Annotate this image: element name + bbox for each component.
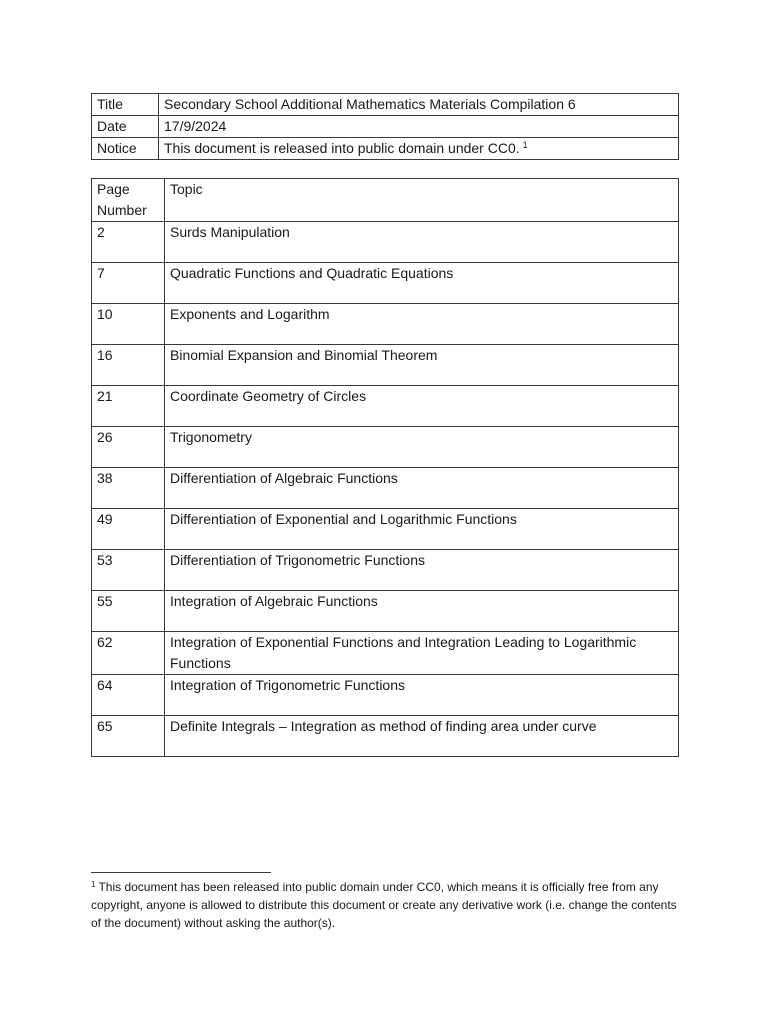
toc-topic: Differentiation of Algebraic Functions <box>165 468 679 509</box>
document-info-table <box>91 93 679 160</box>
date-label: Date <box>92 116 159 138</box>
table-row <box>92 386 679 427</box>
notice-label: Notice <box>92 138 159 160</box>
table-row <box>92 716 679 757</box>
toc-page-number: 38 <box>92 468 165 509</box>
toc-topic: Differentiation of Trigonometric Functions <box>165 550 679 591</box>
toc-page-number: 62 <box>92 632 165 675</box>
table-row <box>92 550 679 591</box>
title-row <box>92 94 679 116</box>
footnote-separator <box>91 872 271 873</box>
page-number-header: Page Number <box>92 179 165 222</box>
footnote-text: This document has been released into public domain under CC0, which means it is officially free from any copyright, anyone is allowed to distribute this document or create any derivative work (i.e. change the contents of the document) without asking the author(s). <box>91 880 677 930</box>
date-row <box>92 116 679 138</box>
toc-page-number: 16 <box>92 345 165 386</box>
table-row <box>92 632 679 675</box>
title-label: Title <box>92 94 159 116</box>
table-row <box>92 222 679 263</box>
table-row <box>92 591 679 632</box>
toc-page-number: 49 <box>92 509 165 550</box>
toc-page-number: 65 <box>92 716 165 757</box>
table-row <box>92 263 679 304</box>
toc-page-number: 55 <box>92 591 165 632</box>
notice-value: This document is released into public domain under CC0. <box>164 140 520 156</box>
toc-page-number: 7 <box>92 263 165 304</box>
toc-topic: Differentiation of Exponential and Logarithmic Functions <box>165 509 679 550</box>
toc-topic: Integration of Trigonometric Functions <box>165 675 679 716</box>
toc-topic: Trigonometry <box>165 427 679 468</box>
table-row <box>92 345 679 386</box>
toc-page-number: 10 <box>92 304 165 345</box>
toc-topic: Surds Manipulation <box>165 222 679 263</box>
footnote-marker: 1 <box>91 880 96 889</box>
toc-topic: Exponents and Logarithm <box>165 304 679 345</box>
toc-topic: Binomial Expansion and Binomial Theorem <box>165 345 679 386</box>
topic-header: Topic <box>165 179 679 222</box>
table-row <box>92 675 679 716</box>
toc-topic: Coordinate Geometry of Circles <box>165 386 679 427</box>
toc-topic: Definite Integrals – Integration as method of finding area under curve <box>165 716 679 757</box>
toc-header-row <box>92 179 679 222</box>
date-value: 17/9/2024 <box>159 116 679 138</box>
notice-row <box>92 138 679 160</box>
toc-topic: Quadratic Functions and Quadratic Equations <box>165 263 679 304</box>
notice-cell <box>159 138 679 160</box>
table-row <box>92 468 679 509</box>
footnote-reference[interactable]: 1 <box>522 140 528 150</box>
table-row <box>92 304 679 345</box>
table-row <box>92 427 679 468</box>
toc-page-number: 53 <box>92 550 165 591</box>
toc-page-number: 64 <box>92 675 165 716</box>
toc-page-number: 21 <box>92 386 165 427</box>
title-value: Secondary School Additional Mathematics Materials Compilation 6 <box>159 94 679 116</box>
toc-topic: Integration of Algebraic Functions <box>165 591 679 632</box>
toc-topic: Integration of Exponential Functions and Integration Leading to Logarithmic Functions <box>165 632 679 675</box>
table-of-contents <box>91 178 679 757</box>
toc-page-number: 26 <box>92 427 165 468</box>
toc-page-number: 2 <box>92 222 165 263</box>
footnote <box>91 878 681 932</box>
table-row <box>92 509 679 550</box>
